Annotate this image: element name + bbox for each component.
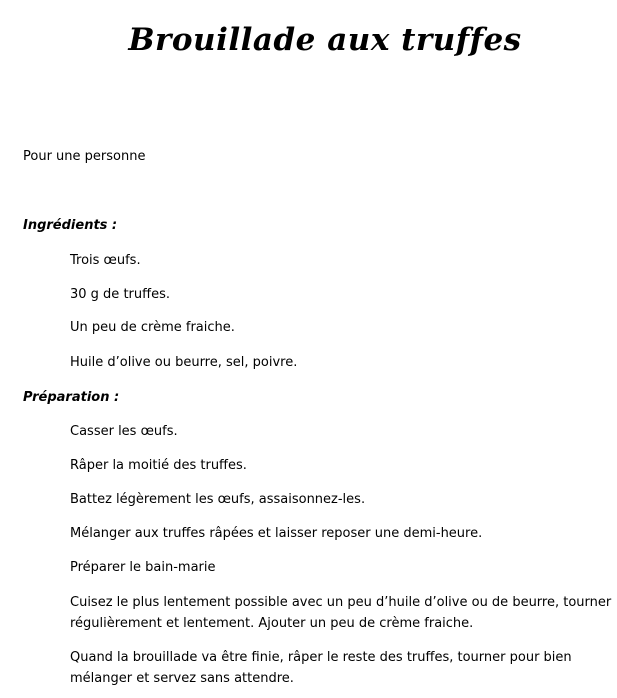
ingredient-item: Un peu de crème fraiche.	[70, 320, 235, 335]
preparation-step: Râper la moitié des truffes.	[70, 458, 247, 473]
ingredients-heading: Ingrédients :	[23, 218, 118, 233]
preparation-step: Mélanger aux truffes râpées et laisser reposer une demi-heure.	[70, 526, 483, 541]
ingredient-item: Huile d’olive ou beurre, sel, poivre.	[70, 355, 298, 370]
preparation-step: Casser les œufs.	[70, 424, 178, 439]
preparation-step: Préparer le bain-marie	[70, 560, 216, 575]
ingredient-item: Trois œufs.	[70, 253, 141, 268]
preparation-heading: Préparation :	[23, 390, 120, 405]
preparation-step: Cuisez le plus lentement possible avec un peu d’huile d’olive ou de beurre, tourner régulièrement et lentement. Ajouter un peu de crème fraiche.	[70, 595, 612, 631]
servings-text: Pour une personne	[23, 149, 146, 164]
ingredient-item: 30 g de truffes.	[70, 287, 170, 302]
recipe-title: Brouillade aux truffes	[128, 22, 522, 58]
preparation-step: Battez légèrement les œufs, assaisonnez-les.	[70, 492, 366, 507]
preparation-step: Quand la brouillade va être finie, râper le reste des truffes, tourner pour bien mélanger et servez sans attendre.	[70, 650, 572, 686]
